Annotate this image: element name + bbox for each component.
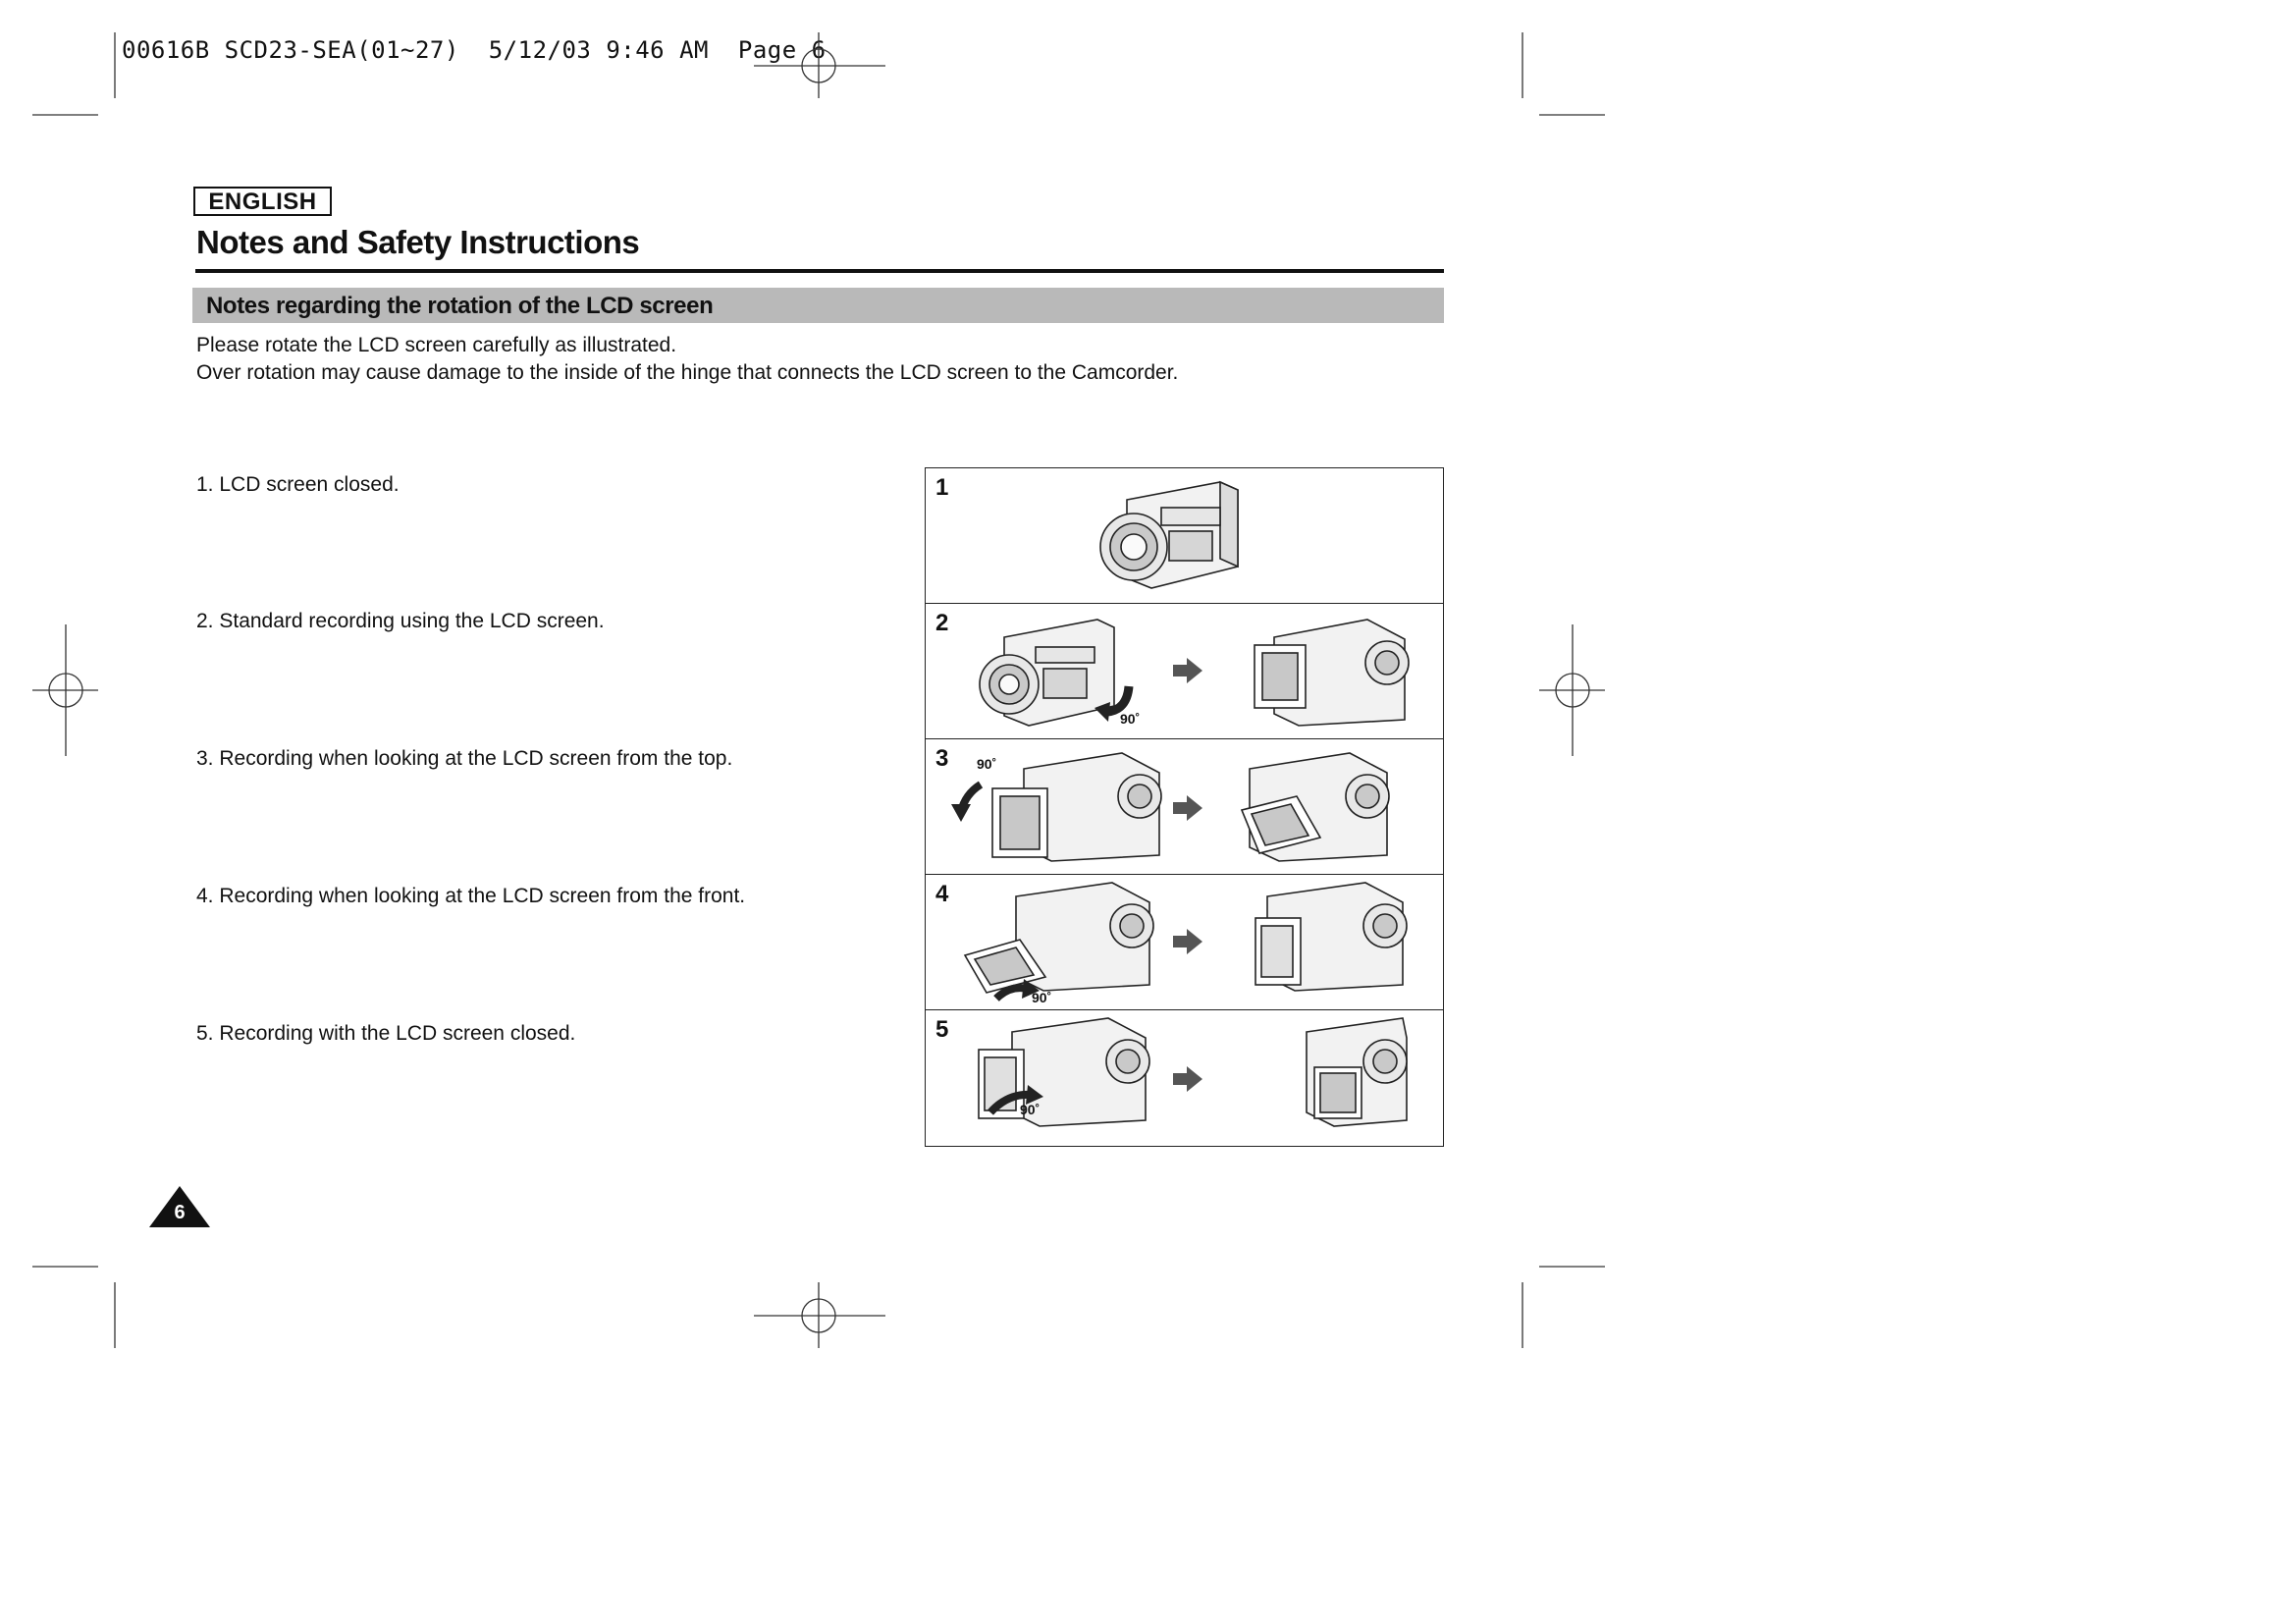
print-slug: 00616B SCD23-SEA(01~27) 5/12/03 9:46 AM Page 6 <box>122 36 827 64</box>
camcorder-closed-illustration <box>926 468 1443 604</box>
page-number-badge <box>147 1184 212 1229</box>
figure-row-3 <box>926 739 1443 875</box>
figure-row-2 <box>926 604 1443 739</box>
arrow-right-icon <box>1173 795 1202 821</box>
page-title: Notes and Safety Instructions <box>196 224 640 260</box>
language-label: ENGLISH <box>193 187 332 216</box>
figure-row-1 <box>926 468 1443 604</box>
section-header-bar <box>192 288 1444 323</box>
arrow-right-icon <box>1173 1066 1202 1092</box>
step-2-text: 2. Standard recording using the LCD screen. <box>196 610 605 632</box>
closed-lcd-recording-illustration <box>926 1010 1443 1146</box>
intro-line-1: Please rotate the LCD screen carefully as illustrated. <box>196 334 677 356</box>
step-4-text: 4. Recording when looking at the LCD screen from the front. <box>196 885 746 907</box>
top-view-recording-illustration <box>926 739 1443 875</box>
rotation-figure-table <box>925 467 1444 1147</box>
section-title: Notes regarding the rotation of the LCD screen <box>206 293 714 319</box>
figure-row-4 <box>926 875 1443 1010</box>
figure-number-5: 5 <box>935 1016 949 1043</box>
step-1-text: 1. LCD screen closed. <box>196 473 400 496</box>
figure-row-5 <box>926 1010 1443 1146</box>
arrow-right-icon <box>1173 929 1202 954</box>
figure-number-4: 4 <box>935 881 949 907</box>
angle-label-2: 90˚ <box>1120 711 1141 727</box>
title-divider <box>195 269 1444 273</box>
angle-label-5: 90˚ <box>1020 1102 1041 1117</box>
arrow-right-icon <box>1173 658 1202 683</box>
figure-number-2: 2 <box>935 610 949 636</box>
figure-number-1: 1 <box>935 474 949 501</box>
step-5-text: 5. Recording with the LCD screen closed. <box>196 1022 576 1045</box>
page-number: 6 <box>174 1202 186 1223</box>
figure-number-3: 3 <box>935 745 949 772</box>
standard-recording-illustration <box>926 604 1443 739</box>
angle-label-3: 90˚ <box>977 756 997 772</box>
step-3-text: 3. Recording when looking at the LCD screen from the top. <box>196 747 733 770</box>
front-view-recording-illustration <box>926 875 1443 1010</box>
angle-label-4: 90˚ <box>1032 990 1052 1005</box>
intro-line-2: Over rotation may cause damage to the inside of the hinge that connects the LCD screen to the Camcorder. <box>196 361 1179 384</box>
